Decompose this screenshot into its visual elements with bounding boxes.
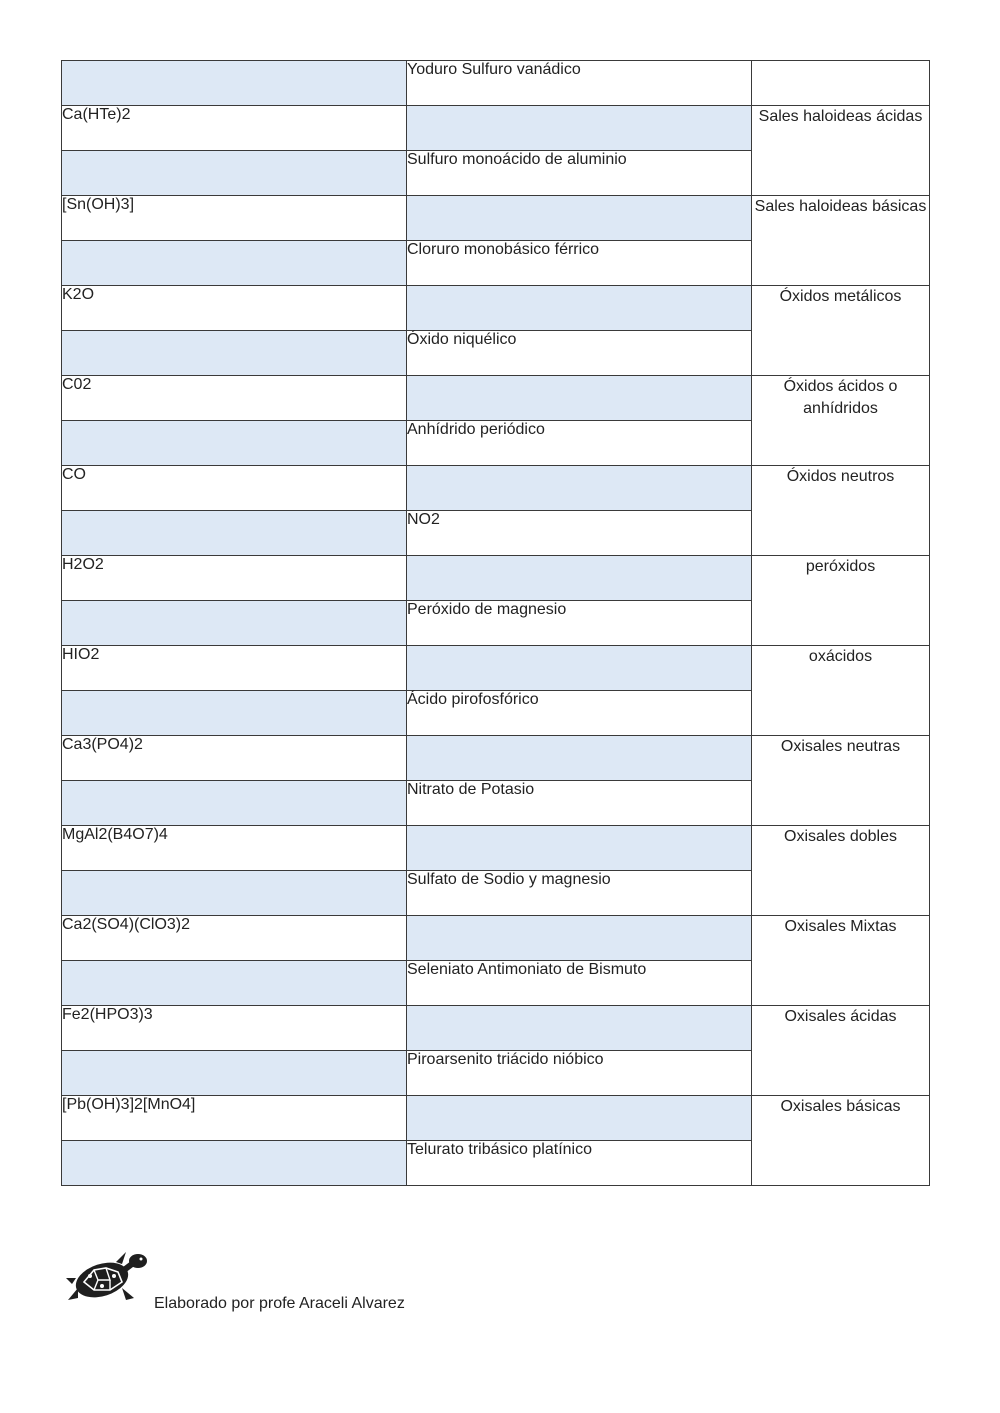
compound-name-cell: Cloruro monobásico férrico xyxy=(407,241,752,286)
formula-cell: CO xyxy=(62,466,407,511)
category-cell: Óxidos ácidos o anhídridos xyxy=(752,376,930,466)
compound-name-cell: Piroarsenito triácido nióbico xyxy=(407,1051,752,1096)
compound-name-cell: Nitrato de Potasio xyxy=(407,781,752,826)
formula-cell: C02 xyxy=(62,376,407,421)
category-cell: Oxisales ácidas xyxy=(752,1006,930,1096)
answer-cell[interactable] xyxy=(62,61,407,106)
table-row xyxy=(62,736,930,781)
answer-cell[interactable] xyxy=(62,1051,407,1096)
answer-cell[interactable] xyxy=(407,736,752,781)
table-row xyxy=(62,466,930,511)
formula-cell: Ca3(PO4)2 xyxy=(62,736,407,781)
answer-cell[interactable] xyxy=(407,826,752,871)
category-cell: Oxisales dobles xyxy=(752,826,930,916)
table-row xyxy=(62,1006,930,1051)
formula-cell: K2O xyxy=(62,286,407,331)
compound-name-cell: Peróxido de magnesio xyxy=(407,601,752,646)
table-row xyxy=(62,286,930,331)
answer-cell[interactable] xyxy=(62,601,407,646)
compound-name-cell: Telurato tribásico platínico xyxy=(407,1141,752,1186)
answer-cell[interactable] xyxy=(62,1141,407,1186)
category-cell: Óxidos metálicos xyxy=(752,286,930,376)
formula-cell: Ca(HTe)2 xyxy=(62,106,407,151)
category-cell: Oxisales Mixtas xyxy=(752,916,930,1006)
answer-cell[interactable] xyxy=(407,376,752,421)
category-cell: Óxidos neutros xyxy=(752,466,930,556)
table-row xyxy=(62,106,930,151)
category-cell: Sales haloideas básicas xyxy=(752,196,930,286)
answer-cell[interactable] xyxy=(62,151,407,196)
compound-name-cell: Seleniato Antimoniato de Bismuto xyxy=(407,961,752,1006)
compound-name-cell: Sulfuro monoácido de aluminio xyxy=(407,151,752,196)
answer-cell[interactable] xyxy=(62,421,407,466)
answer-cell[interactable] xyxy=(407,196,752,241)
footer xyxy=(64,1248,564,1318)
formula-cell: HIO2 xyxy=(62,646,407,691)
answer-cell[interactable] xyxy=(62,241,407,286)
category-cell: oxácidos xyxy=(752,646,930,736)
answer-cell[interactable] xyxy=(62,331,407,376)
answer-cell[interactable] xyxy=(407,286,752,331)
credit-text: Elaborado por profe Araceli Alvarez xyxy=(154,1295,405,1312)
compound-name-cell: NO2 xyxy=(407,511,752,556)
category-cell: Oxisales básicas xyxy=(752,1096,930,1186)
compound-name-cell: Yoduro Sulfuro vanádico xyxy=(407,61,752,106)
table-row xyxy=(62,826,930,871)
table-row xyxy=(62,556,930,601)
category-cell: peróxidos xyxy=(752,556,930,646)
formula-cell: [Sn(OH)3] xyxy=(62,196,407,241)
category-cell: Oxisales neutras xyxy=(752,736,930,826)
answer-cell[interactable] xyxy=(407,1006,752,1051)
answer-cell[interactable] xyxy=(407,106,752,151)
table-row xyxy=(62,376,930,421)
answer-cell[interactable] xyxy=(407,1096,752,1141)
formula-cell: Fe2(HPO3)3 xyxy=(62,1006,407,1051)
category-cell: Sales haloideas ácidas xyxy=(752,106,930,196)
compound-name-cell: Óxido niquélico xyxy=(407,331,752,376)
answer-cell[interactable] xyxy=(407,556,752,601)
compound-name-cell: Sulfato de Sodio y magnesio xyxy=(407,871,752,916)
answer-cell[interactable] xyxy=(62,871,407,916)
answer-cell[interactable] xyxy=(62,511,407,556)
answer-cell[interactable] xyxy=(407,466,752,511)
answer-cell[interactable] xyxy=(62,961,407,1006)
table-row xyxy=(62,196,930,241)
category-cell xyxy=(752,61,930,106)
table-row xyxy=(62,61,930,106)
compound-name-cell: Anhídrido periódico xyxy=(407,421,752,466)
turtle-icon xyxy=(64,1248,150,1310)
formula-cell: MgAl2(B4O7)4 xyxy=(62,826,407,871)
answer-cell[interactable] xyxy=(407,916,752,961)
exercise-table xyxy=(61,60,930,1186)
answer-cell[interactable] xyxy=(62,781,407,826)
formula-cell: H2O2 xyxy=(62,556,407,601)
compound-name-cell: Ácido pirofosfórico xyxy=(407,691,752,736)
formula-cell: [Pb(OH)3]2[MnO4] xyxy=(62,1096,407,1141)
formula-cell: Ca2(SO4)(ClO3)2 xyxy=(62,916,407,961)
table-row xyxy=(62,916,930,961)
answer-cell[interactable] xyxy=(407,646,752,691)
table-row xyxy=(62,1096,930,1141)
table-row xyxy=(62,646,930,691)
answer-cell[interactable] xyxy=(62,691,407,736)
